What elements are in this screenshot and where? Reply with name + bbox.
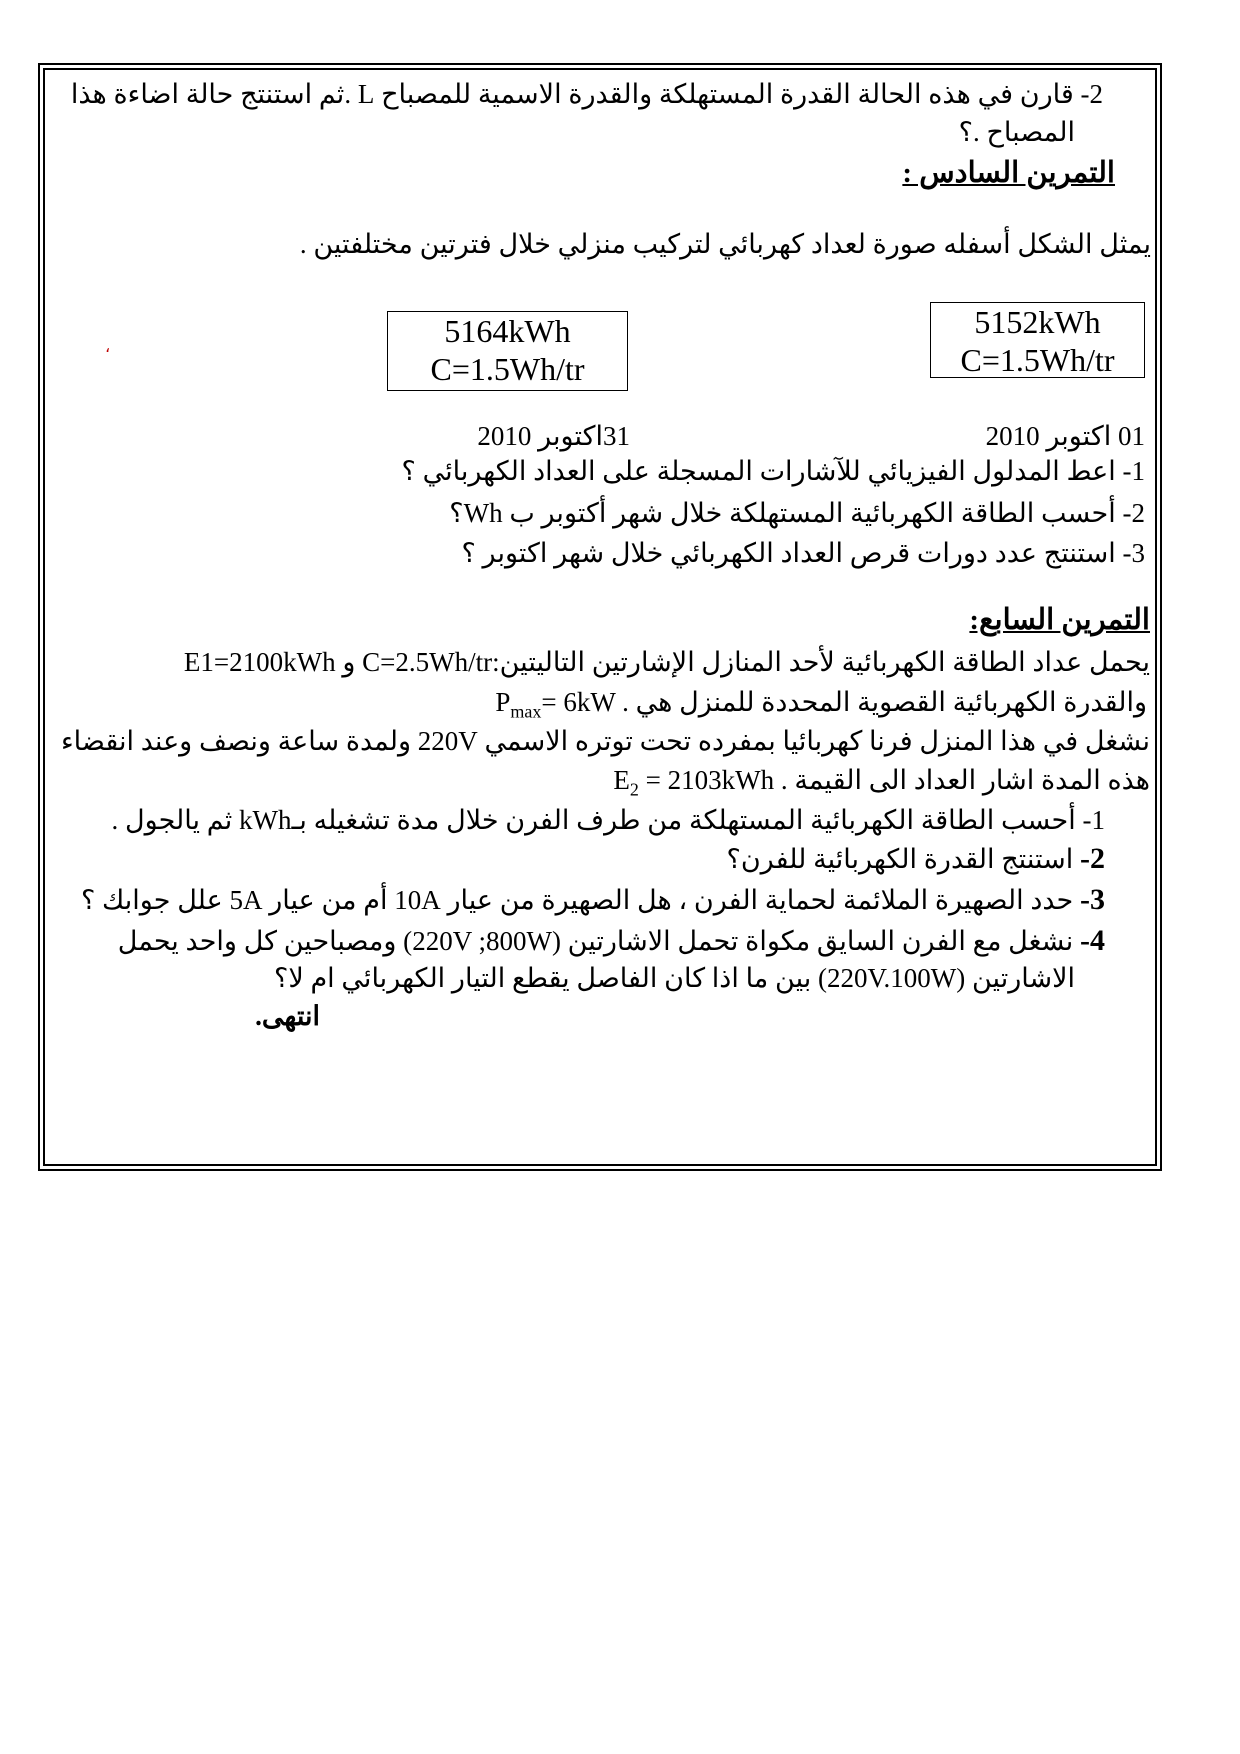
meter-right-reading: 5152kWh	[974, 304, 1101, 340]
meter-left-reading: 5164kWh	[444, 313, 571, 349]
meter-right	[930, 302, 1145, 378]
exercise-7-paragraph-2: والقدرة الكهربائية القصوية المحددة للمنزل هي $P_{max}= 6kW$ .	[495, 687, 1147, 722]
meter-right-constant: C=1.5Wh/tr	[960, 342, 1115, 378]
meter-left	[387, 311, 628, 391]
exercise-7-paragraph-1: يحمل عداد الطاقة الكهربائية لأحد المنازل الإشارتين التاليتين:C=2.5Wh/tr و E1=2100kWh	[183, 647, 1150, 677]
exercise-7-question-1: 1- أحسب الطاقة الكهربائية المستهلكة من طرف الفرن خلال مدة تشغيله بـkWh ثم يالجول .	[111, 805, 1105, 835]
intro-line-2: المصباح .؟	[958, 117, 1075, 147]
exercise-6-heading: التمرين السادس :	[902, 157, 1115, 189]
exercise-7-heading: التمرين السابع:	[969, 604, 1150, 636]
exercise-6-question-1: 1- اعط المدلول الفيزيائي للآشارات المسجلة على العداد الكهربائي ؟	[401, 456, 1145, 486]
intro-line-1: 2- قارن في هذه الحالة القدرة المستهلكة والقدرة الاسمية للمصباح L .ثم استنتج حالة اضاءة هذا	[70, 79, 1103, 109]
red-mark: ،	[105, 339, 111, 356]
exercise-7-question-3: 3- حدد الصهيرة الملائمة لحماية الفرن ، هل الصهيرة من عيار 10A أم من عيار 5A علل جوابك ؟	[80, 883, 1105, 916]
meter-left-date: 31اكتوبر 2010	[477, 421, 630, 451]
exercise-6-question-2: 2- أحسب الطاقة الكهربائية المستهلكة خلال شهر أكتوبر ب Wh؟	[449, 498, 1145, 528]
exercise-7-paragraph-4: هذه المدة اشار العداد الى القيمة $E_2 = 2103kWh$ .	[613, 765, 1150, 800]
exercise-7-question-4-line-1: 4- نشغل مع الفرن السايق مكواة تحمل الاشارتين (220V ;800W) ومصباحين كل واحد يحمل	[117, 924, 1105, 957]
e2-expression: $E_2 = 2103kWh$ .	[613, 765, 788, 800]
end-text: انتهى.	[255, 1001, 320, 1031]
meter-right-date: 01 اكتوبر 2010	[985, 421, 1145, 451]
exercise-7-question-2: 2- استنتج القدرة الكهربائية للفرن؟	[726, 842, 1105, 875]
exercise-6-statement: يمثل الشكل أسفله صورة لعداد كهربائي لتركيب منزلي خلال فترتين مختلفتين .	[299, 229, 1151, 259]
exercise-7-paragraph-3: نشغل في هذا المنزل فرنا كهربائيا بمفرده تحت توتره الاسمي 220V ولمدة ساعة ونصف وعند انقضاء	[60, 726, 1150, 756]
exercise-7-question-4-line-2: الاشارتين (220V.100W) بين ما اذا كان الفاصل يقطع التيار الكهربائي ام لا؟	[273, 963, 1075, 993]
meter-left-constant: C=1.5Wh/tr	[430, 351, 585, 387]
pmax-expression: $P_{max}= 6kW$ .	[495, 687, 629, 722]
exercise-6-question-3: 3- استنتج عدد دورات قرص العداد الكهربائي خلال شهر اكتوبر ؟	[461, 538, 1145, 568]
